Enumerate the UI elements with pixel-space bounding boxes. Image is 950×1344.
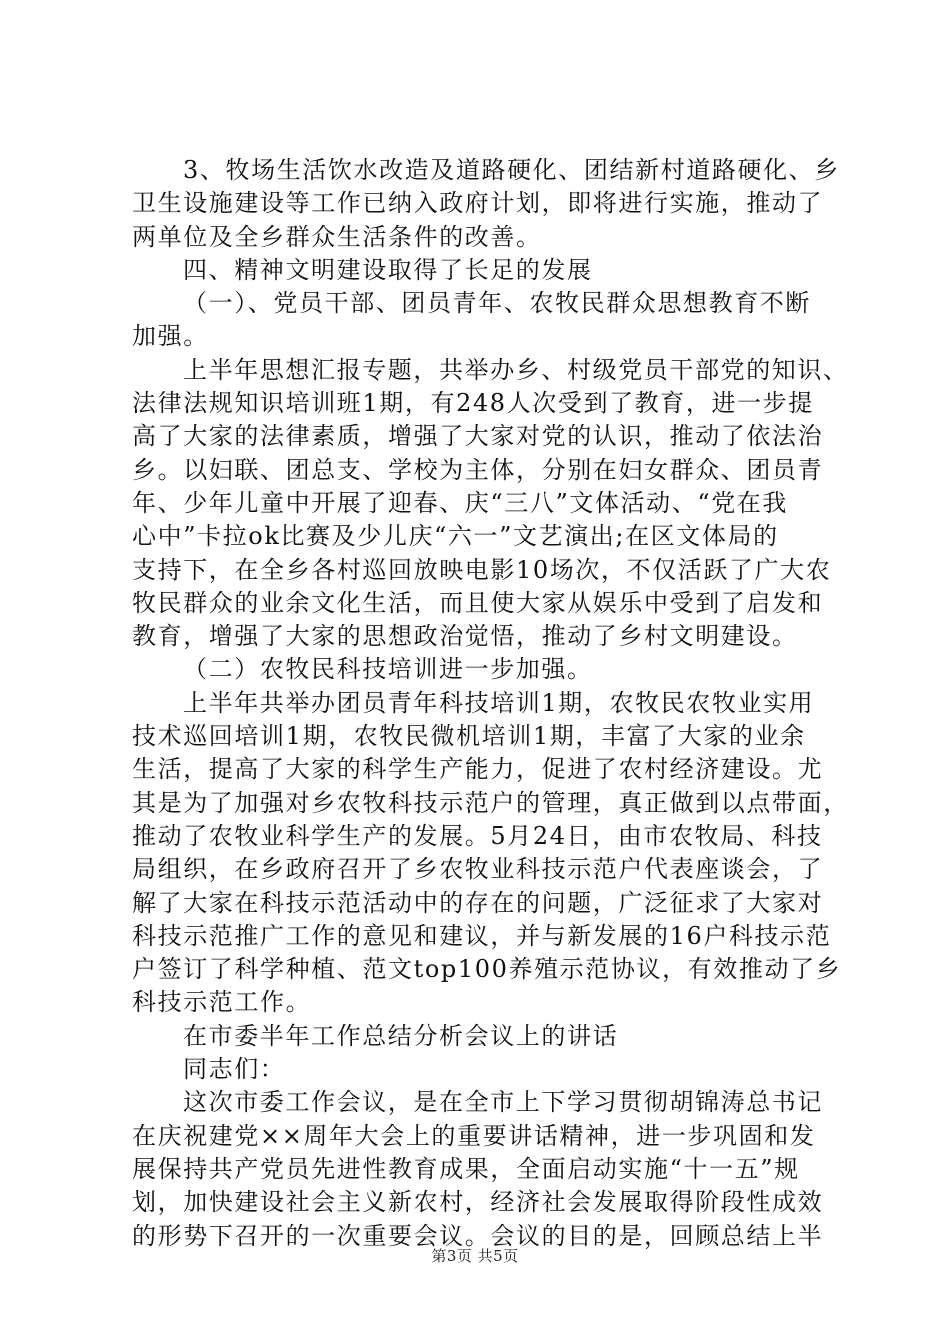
text-line: 乡。以妇联、团总支、学校为主体，分别在妇女群众、团员青 [132, 455, 824, 484]
text-line: 四、精神文明建设取得了长足的发展 [183, 255, 593, 284]
text-line: 心中”卡拉ok比赛及少儿庆“六一”文艺演出;在区文体局的 [132, 522, 779, 551]
text-line: 划，加快建设社会主义新农村，经济社会发展取得阶段性成效 [132, 1188, 824, 1217]
text-line: 同志们： [183, 1055, 286, 1084]
text-line: 卫生设施建设等工作已纳入政府计划，即将进行实施，推动了 [132, 189, 824, 218]
text-line: 高了大家的法律素质，增强了大家对党的认识，推动了依法治 [132, 422, 824, 451]
page-footer: 第3页 共5页 [431, 1247, 519, 1265]
text-line: 教育，增强了大家的思想政治觉悟，推动了乡村文明建设。 [132, 622, 798, 651]
text-line: 法律法规知识培训班1期，有248人次受到了教育，进一步提 [132, 389, 814, 418]
text-line: 3、牧场生活饮水改造及道路硬化、团结新村道路硬化、乡 [183, 156, 840, 184]
text-line: 这次市委工作会议，是在全市上下学习贯彻胡锦涛总书记 [183, 1088, 823, 1117]
text-line: 其是为了加强对乡农牧科技示范户的管理，真正做到以点带面， [132, 788, 849, 817]
text-line: 两单位及全乡群众生活条件的改善。 [132, 222, 542, 251]
text-line: 技术巡回培训1期，农牧民微机培训1期，丰富了大家的业余 [132, 722, 806, 751]
text-line: 户签订了科学种植、范文top100养殖示范协议，有效推动了乡 [132, 955, 842, 984]
text-line: 的形势下召开的一次重要会议。会议的目的是，回顾总结上半 [132, 1221, 824, 1250]
text-line: 上半年共举办团员青年科技培训1期，农牧民农牧业实用 [183, 688, 815, 717]
text-line: 科技示范工作。 [132, 988, 312, 1017]
text-line: （二）农牧民科技培训进一步加强。 [183, 655, 593, 684]
text-line: 展保持共产党员先进性教育成果，全面启动实施“十一五”规 [132, 1154, 800, 1183]
text-line: 在市委半年工作总结分析会议上的讲话 [183, 1021, 619, 1050]
text-line: 科技示范推广工作的意见和建议，并与新发展的16户科技示范 [132, 921, 832, 950]
text-line: （一）、党员干部、团员青年、农牧民群众思想教育不断 [183, 289, 811, 318]
text-line: 年、少年儿童中开展了迎春、庆“三八”文体活动、“党在我 [132, 488, 789, 517]
text-line: 上半年思想汇报专题，共举办乡、村级党员干部党的知识、 [183, 355, 849, 384]
document-body [132, 154, 849, 1253]
text-line: 推动了农牧业科学生产的发展。5月24日，由市农牧局、科技 [132, 821, 823, 850]
text-line: 生活，提高了大家的科学生产能力，促进了农村经济建设。尤 [132, 755, 824, 784]
text-line: 解了大家在科技示范活动中的存在的问题，广泛征求了大家对 [132, 888, 824, 917]
text-line: 局组织，在乡政府召开了乡农牧业科技示范户代表座谈会，了 [132, 855, 824, 884]
text-line: 牧民群众的业余文化生活，而且使大家从娱乐中受到了启发和 [132, 588, 824, 617]
text-line: 加强。 [132, 322, 209, 351]
text-line: 在庆祝建党××周年大会上的重要讲话精神，进一步巩固和发 [132, 1121, 816, 1150]
text-line: 支持下，在全乡各村巡回放映电影10场次，不仅活跃了广大农 [132, 555, 832, 584]
